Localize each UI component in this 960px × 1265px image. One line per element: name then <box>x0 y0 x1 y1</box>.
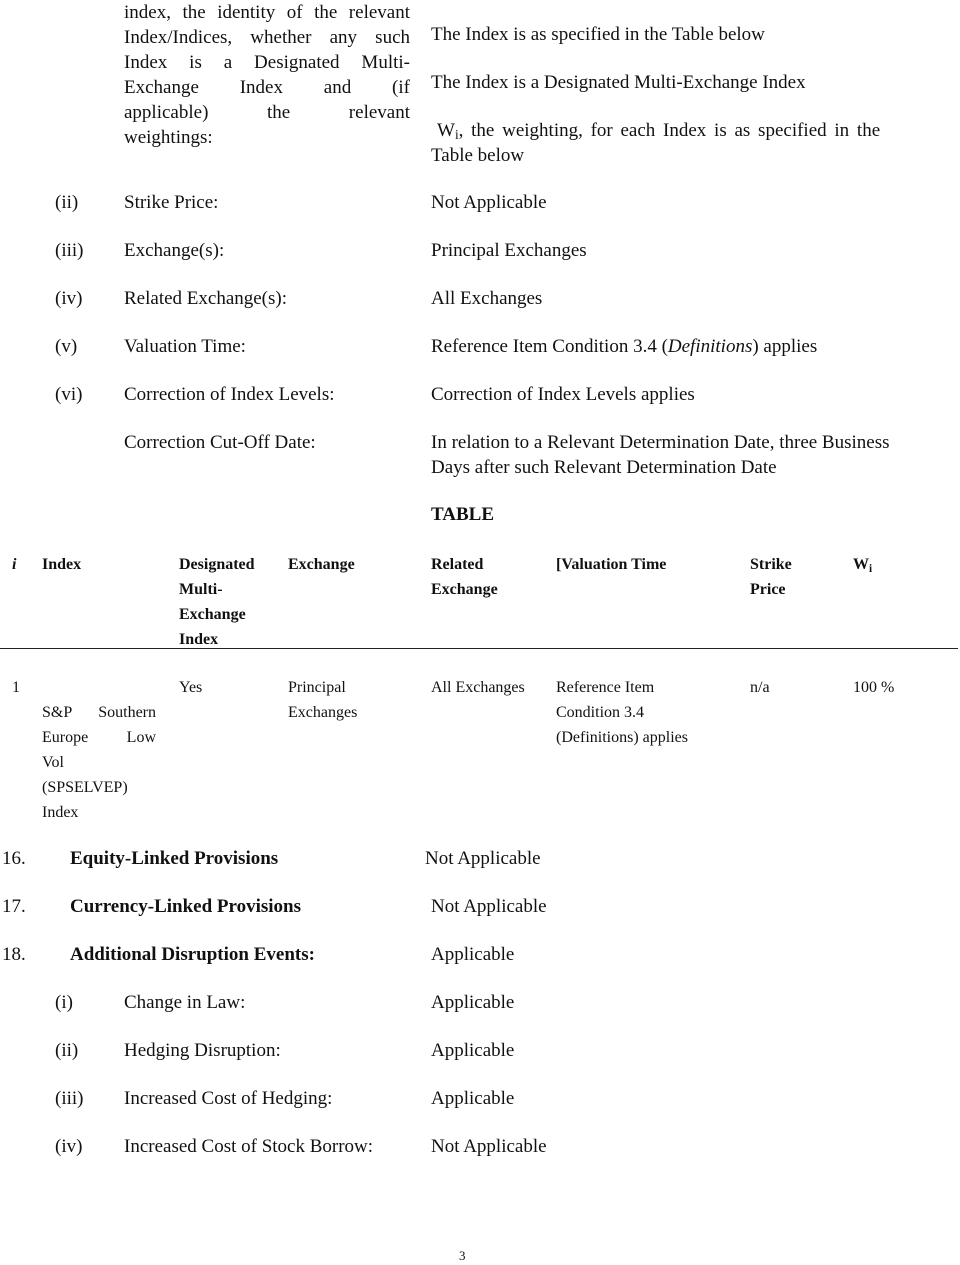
item-number: (i) <box>55 992 73 1013</box>
desc-line: weightings: <box>124 127 213 148</box>
item-value: Applicable <box>431 1040 515 1061</box>
cell-designated: Yes <box>179 679 203 696</box>
item-number: (v) <box>55 336 78 357</box>
desc-line: index, the identity of the relevant <box>124 2 410 23</box>
header-line: Related <box>431 556 484 573</box>
top-right-value-2: The Index is a Designated Multi-Exchange Index <box>431 72 806 93</box>
header-line: Exchange <box>431 581 498 598</box>
cell-line: (SPSELVEP) <box>42 779 128 796</box>
table-title: TABLE <box>431 504 495 525</box>
item-value: Applicable <box>431 992 515 1013</box>
value-text: ) applies <box>752 336 818 357</box>
desc-line: Index is a Designated Multi- <box>124 52 410 73</box>
item-label: Related Exchange(s): <box>124 288 288 309</box>
section-number: 18. <box>2 944 26 965</box>
cell-line: Index <box>42 804 79 821</box>
item-value: Not Applicable <box>431 192 547 213</box>
cutoff-label: Correction Cut-Off Date: <box>124 432 316 453</box>
item-label: Change in Law: <box>124 992 246 1013</box>
item-value: Correction of Index Levels applies <box>431 384 695 405</box>
item-label: Exchange(s): <box>124 240 225 261</box>
item-number: (iii) <box>55 240 84 261</box>
header-designated <box>179 552 255 652</box>
weight-symbol: W <box>437 120 455 141</box>
desc-line: Index/Indices, whether any such <box>124 27 410 48</box>
section-title: Additional Disruption Events: <box>70 944 315 965</box>
page-number: 3 <box>459 1248 466 1263</box>
cell-index <box>42 700 156 825</box>
section-number: 17. <box>2 896 26 917</box>
section-number: 16. <box>2 848 26 869</box>
item-number: (ii) <box>55 1040 79 1061</box>
cell-line: Vol <box>42 754 64 771</box>
section-value: Not Applicable <box>425 848 541 869</box>
top-left-description <box>124 0 410 150</box>
value-italic: Definitions <box>667 336 753 357</box>
header-w: W <box>853 556 869 573</box>
header-line: Exchange <box>179 606 246 623</box>
top-right-value-3 <box>437 118 946 143</box>
item-value: Applicable <box>431 1088 515 1109</box>
header-w-subscript: i <box>869 563 873 575</box>
header-weight <box>853 552 872 577</box>
header-line: Index <box>179 631 219 648</box>
item-number: (iv) <box>55 288 83 309</box>
cell-valuation-time <box>556 675 688 750</box>
item-label: Correction of Index Levels: <box>124 384 335 405</box>
item-label: Increased Cost of Stock Borrow: <box>124 1136 374 1157</box>
desc-line: Exchange Index and (if <box>124 77 410 98</box>
item-label: Hedging Disruption: <box>124 1040 281 1061</box>
cell-strike-price: n/a <box>750 679 770 696</box>
cell-exchange <box>288 675 357 725</box>
cell-line: S&P Southern <box>42 704 156 721</box>
cutoff-value-line2: Days after such Relevant Determination Date <box>431 457 777 478</box>
cell-line: Europe Low <box>42 729 156 746</box>
section-title: Equity-Linked Provisions <box>70 848 279 869</box>
section-value: Applicable <box>431 944 515 965</box>
cell-line: Exchanges <box>288 704 358 721</box>
section-value: Not Applicable <box>431 896 547 917</box>
item-value <box>431 334 817 359</box>
cell-line: Reference Item <box>556 679 655 696</box>
cutoff-value-line1: In relation to a Relevant Determination Date, three Business <box>431 432 890 453</box>
item-label: Valuation Time: <box>124 336 246 357</box>
header-related-exchange <box>431 552 498 602</box>
cell-line: (Definitions) applies <box>556 729 688 746</box>
header-valuation-time: [Valuation Time <box>556 556 667 573</box>
section-title: Currency-Linked Provisions <box>70 896 302 917</box>
cell-line: Condition 3.4 <box>556 704 645 721</box>
header-line: Multi- <box>179 581 223 598</box>
item-label: Increased Cost of Hedging: <box>124 1088 333 1109</box>
header-strike-price <box>750 552 792 602</box>
item-number: (vi) <box>55 384 83 405</box>
header-exchange: Exchange <box>288 556 355 573</box>
weight-subscript: i <box>454 127 459 142</box>
item-number: (ii) <box>55 192 79 213</box>
cell-weight: 100 % <box>853 679 895 696</box>
desc-line: applicable) the relevant <box>124 102 410 123</box>
header-line: Strike <box>750 556 792 573</box>
weight-text: , the weighting, for each Index is as specified in the <box>458 120 881 141</box>
item-label: Strike Price: <box>124 192 219 213</box>
item-value: Principal Exchanges <box>431 240 587 261</box>
cell-related-exchange: All Exchanges <box>431 679 525 696</box>
item-number: (iii) <box>55 1088 84 1109</box>
top-right-value-1: The Index is as specified in the Table below <box>431 24 765 45</box>
value-text: Reference Item Condition 3.4 ( <box>431 336 668 357</box>
header-line: Price <box>750 581 786 598</box>
table-rule <box>0 648 958 649</box>
header-index: Index <box>42 556 82 573</box>
cell-i: 1 <box>12 679 20 696</box>
header-i: i <box>12 556 17 573</box>
item-number: (iv) <box>55 1136 83 1157</box>
header-line: Designated <box>179 556 255 573</box>
item-value: All Exchanges <box>431 288 543 309</box>
item-value: Not Applicable <box>431 1136 547 1157</box>
cell-line: Principal <box>288 679 346 696</box>
top-right-value-4: Table below <box>431 145 525 166</box>
